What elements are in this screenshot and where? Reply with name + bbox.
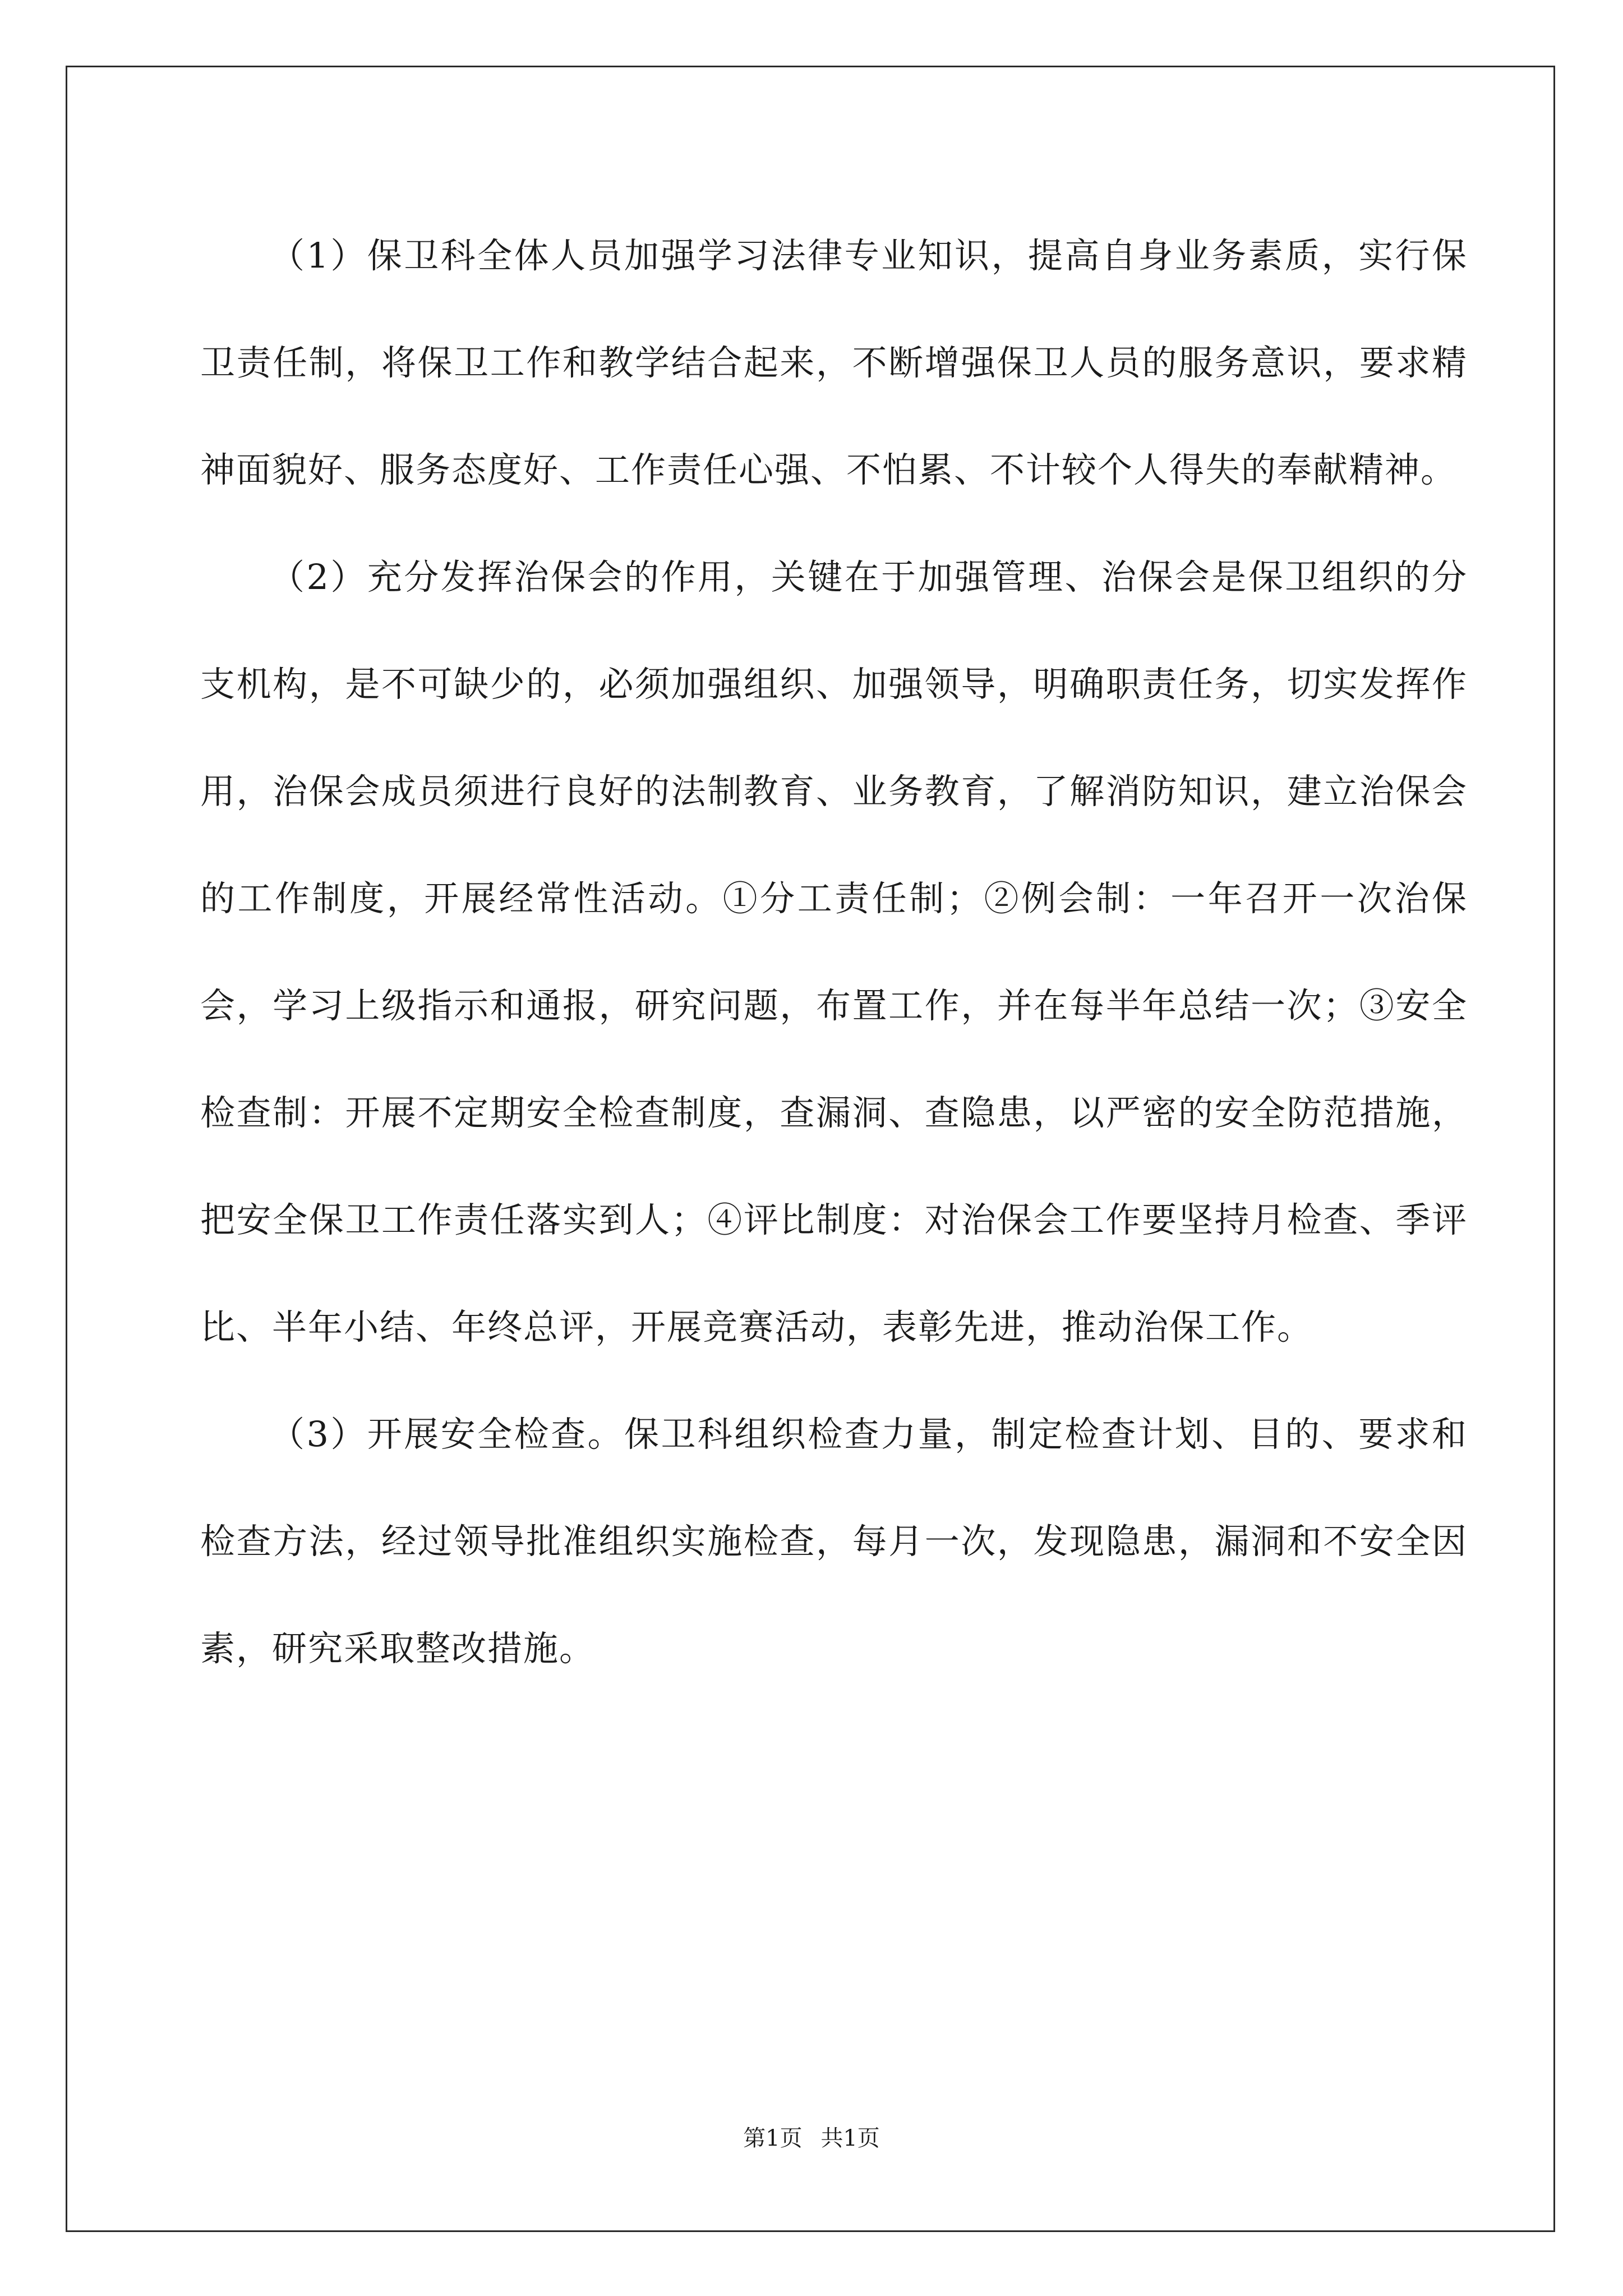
page-footer xyxy=(0,2123,1623,2154)
paragraph-3: （3）开展安全检查。保卫科组织检查力量，制定检查计划、目的、要求和检查方法，经过领导批准组织实施检查，每月一次，发现隐患，漏洞和不安全因素，研究采取整改措施。 xyxy=(200,1414,1468,1669)
paragraph-1: （1）保卫科全体人员加强学习法律专业知识，提高自身业务素质，实行保卫责任制，将保卫工作和教学结合起来，不断增强保卫人员的服务意识，要求精神面貌好、服务态度好、工作责任心强、不怕累、不计较个人得失的奉献精神。 xyxy=(200,235,1468,490)
document-body xyxy=(200,202,1468,1702)
page-number-current: 第1页 xyxy=(743,2125,803,2151)
page-number-total: 共1页 xyxy=(820,2125,880,2151)
paragraph-2: （2）充分发挥治保会的作用，关键在于加强管理、治保会是保卫组织的分支机构，是不可缺少的，必须加强组织、加强领导，明确职责任务，切实发挥作用，治保会成员须进行良好的法制教育、业务教育，了解消防知识，建立治保会的工作制度，开展经常性活动。①分工责任制；②例会制：一年召开一次治保会，学习上级指示和通报，研究问题，布置工作，并在每半年总结一次；③安全检查制：开展不定期安全检查制度，查漏洞、查隐患，以严密的安全防范措施，把安全保卫工作责任落实到人；④评比制度：对治保会工作要坚持月检查、季评比、半年小结、年终总评，开展竞赛活动，表彰先进，推动治保工作。 xyxy=(200,556,1468,1347)
